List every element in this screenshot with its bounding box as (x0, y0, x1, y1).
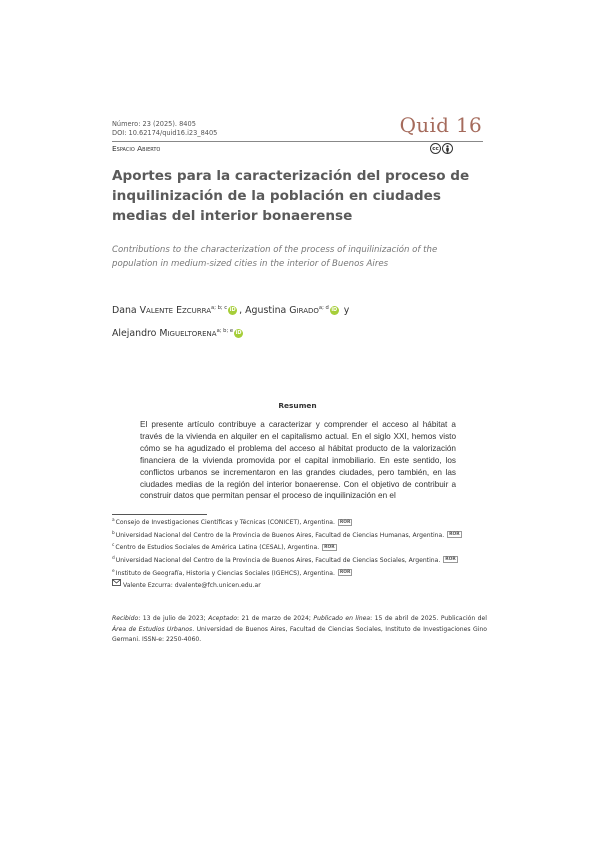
article-title: Aportes para la caracterización del proceso de inquilinización de la población en ciudades medias del interior bonaerense (112, 168, 470, 224)
header-rule (112, 141, 483, 142)
orcid-icon[interactable]: iD (331, 307, 338, 314)
affiliation-marks: a; b; c (211, 305, 228, 311)
orcid-icon[interactable]: iD (235, 330, 242, 337)
footnote-item: $^e$Instituto de Geografía, Historia y Ciencias Sociales (IGEHCS), Argentina. ROR (112, 568, 351, 577)
abstract-text: El presente artículo contribuye a caracterizar y comprender el acceso al hábitat a través de la vivienda en alquiler en el capitalismo actual. En el siglo XXI, hemos visto cómo se ha agudizado el problema del acceso al hábitat producto de la valorización financiera de la vivienda promovida por el capital inmobiliario. En este sentido, los conflictos urbanos se incrementaron en las grandes ciudades, pero también, en las ciudades medias de la región del interior bonaerense. Con el objetivo de contribuir a construir datos que permitan pensar el proceso de inquilinización en el (140, 420, 456, 501)
ror-icon[interactable]: ROR (339, 570, 351, 576)
issue-number: Número: 23 (2025). 8405 (112, 120, 196, 128)
license-badge[interactable] (430, 143, 453, 154)
author-list (112, 298, 492, 344)
abstract-heading: Resumen (278, 401, 317, 410)
author-separator: , (239, 305, 246, 317)
envelope-icon (112, 579, 121, 591)
footnote-rule (112, 514, 207, 515)
doi-link[interactable]: DOI: 10.62174/quid16.i23_8405 (112, 129, 218, 137)
ror-icon[interactable]: ROR (324, 544, 335, 550)
by-icon (442, 143, 453, 154)
author-name[interactable]: Dana Valente Ezcurra (112, 305, 212, 317)
cc-icon: cc (430, 143, 441, 154)
footnote-item: $^b$Universidad Nacional del Centro de la Provincia de Buenos Aires, Facultad de Ciencias Humanas, Argentina. ROR (112, 530, 460, 539)
orcid-icon[interactable]: iD (229, 307, 236, 314)
contact-email[interactable]: Valente Ezcurra: dvalente@fch.unicen.edu.ar (112, 579, 487, 591)
author-conjunction: y (340, 305, 350, 317)
footnotes (112, 516, 487, 592)
footnote-item: $^c$Centro de Estudios Sociales de América Latina (CESAL), Argentina. ROR (112, 543, 335, 552)
person-icon (444, 145, 451, 153)
footnote-item: $^a$Consejo de Investigaciones Científicas y Técnicas (CONICET), Argentina. ROR (112, 518, 351, 527)
publication-dates: Recibido: 13 de julio de 2023; Aceptado: 21 de marzo de 2024; Publicado en línea: 15 de abril de 2025. Publicación del Área de Estudios Urbanos. Universidad de Buenos Aires, Facultad de Ciencias Sociales, Instituto de Investigaciones Gino Germani. ISSN-e: 2250-4060. (112, 615, 487, 644)
article-subtitle: Contributions to the characterization of the process of inquilinización of the population in medium-sized cities in the interior of Buenos Aires (112, 245, 438, 269)
author-name[interactable]: Alejandro Migueltorena (112, 328, 217, 340)
author-name[interactable]: Agustina Girado (245, 305, 319, 317)
ror-icon[interactable]: ROR (445, 557, 456, 563)
ror-icon[interactable]: ROR (449, 532, 460, 538)
affiliation-marks: a; b; e (216, 328, 234, 335)
journal-logo: Quid 16 (399, 113, 482, 137)
ror-icon[interactable]: ROR (339, 519, 351, 525)
section-name: Espacio Abierto (112, 144, 161, 153)
affiliation-marks: a; d (318, 305, 329, 311)
footnote-item: $^d$Universidad Nacional del Centro de la Provincia de Buenos Aires, Facultad de Ciencias Sociales, Argentina. ROR (112, 555, 456, 564)
